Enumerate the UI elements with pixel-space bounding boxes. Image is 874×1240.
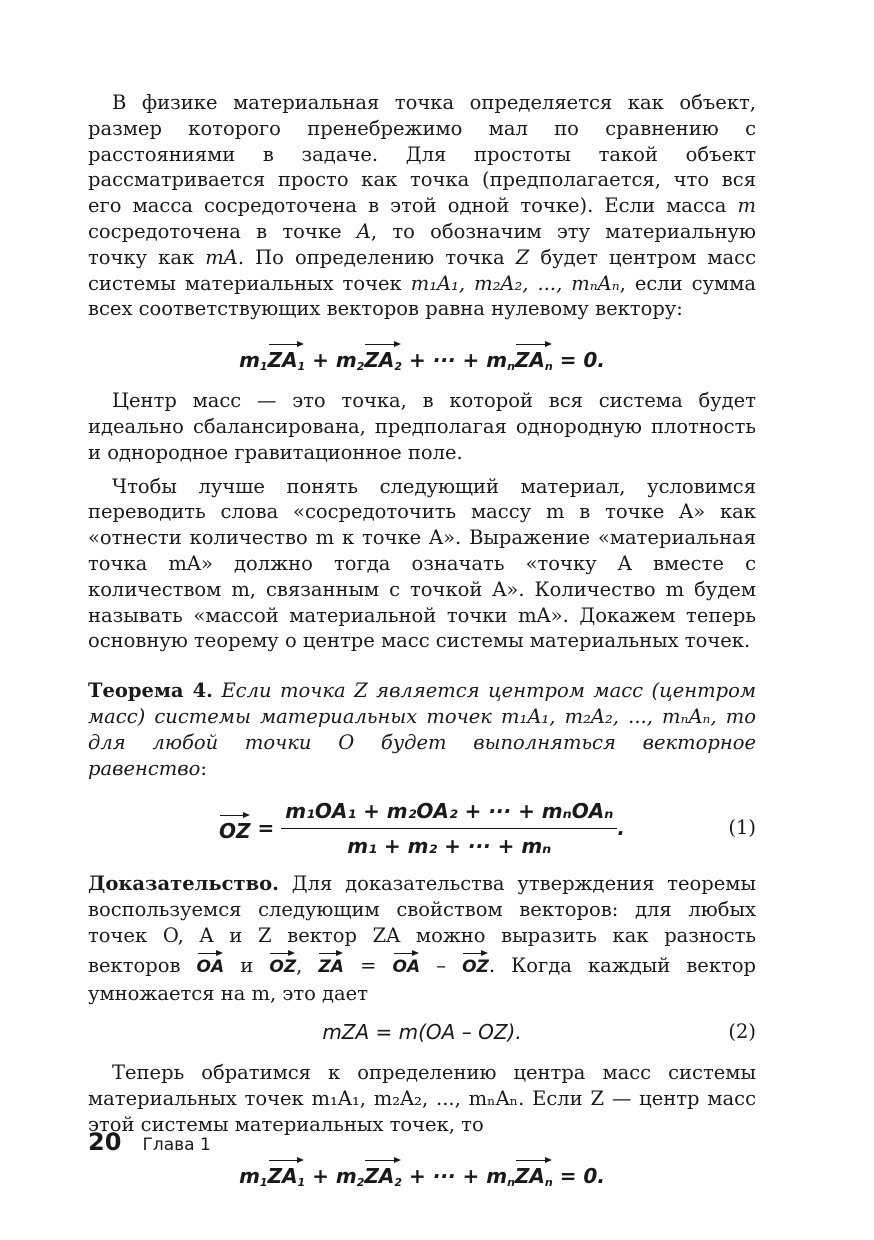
vector-za1: $ZA_1$	[268, 340, 306, 374]
proof-title: Доказательство.	[88, 872, 279, 896]
page-footer	[88, 1128, 211, 1156]
equation-center-of-mass-repeat: $m_1ZA_1 + m_2ZA_2$ + ··· + $m_nZA_n = 0$.	[88, 1156, 756, 1190]
fraction-numerator: m₁OA₁ + m₂OA₂ + ··· + mₙOAₙ	[281, 797, 617, 829]
equation-2: mZA = m(OA – OZ). (2)	[322, 1020, 756, 1045]
theorem-4: Теорема 4. Если точка Z является центром масс (центром масс) системы материальных точек m₁A₁, m₂A₂, ..., mₙAₙ, то для любой точки O будет выполняться векторное равенство:	[88, 679, 756, 780]
equation-center-of-mass: $m_1ZA_1 + m_2ZA_2$ + ··· + $m_nZA_n = 0$.	[88, 340, 756, 374]
vector-oz: OZ	[219, 811, 251, 845]
paragraph-terminology: Чтобы лучше понять следующий материал, условимся переводить слова «сосредоточить массу m в точке A» как «отнести количество m к точке A». Выражение «материальная точка mA» должно тогда означать «точку A вместе с количеством m, связанным с точкой A». Количество m будем называть «массой материальной точки mA». Докажем теперь основную теорему о центре масс системы материальных точек.	[88, 474, 756, 653]
theorem-title: Теорема 4.	[88, 679, 213, 703]
fraction	[281, 797, 617, 860]
paragraph-intro: В физике материальная точка определяется как объект, размер которого пренебрежимо мал по сравнению с расстояниями в задаче. Для простоты такой объект рассматривается просто как точка (предполагается, что вся его масса сосредоточена в этой одной точке). Если масса m сосредоточена в точке A, то обозначим эту материальную точку как mA. По определению точка Z будет центром масс системы материальных точек m₁A₁, m₂A₂, ..., mₙAₙ, если сумма всех соответствующих векторов равна нулевому вектору:	[88, 91, 757, 321]
fraction-denominator: m₁ + m₂ + ··· + mₙ	[347, 833, 552, 858]
page-body	[88, 90, 756, 1190]
equation-number-2: (2)	[728, 1020, 756, 1044]
page-number: 20	[88, 1128, 122, 1156]
equation-1: OZ = $\frac{\text{m₁OA₁ + m₂OA₂ + ··· + mₙOAₙ}}{\text{m₁ + m₂ + ··· + mₙ}}$ . (1)	[219, 798, 756, 858]
paragraph-balance: Центр масс — это точка, в которой вся система будет идеально сбалансирована, предполагая однородную плотность и однородное гравитационное поле.	[88, 389, 756, 464]
theorem-statement: Если точка Z является центром масс (центром масс) системы материальных точек m₁A₁, m₂A₂, ..., mₙAₙ, то для любой точки O будет выполняться векторное равенство	[88, 679, 756, 780]
chapter-label: Глава 1	[142, 1135, 211, 1155]
paragraph-definition: Теперь обратимся к определению центра масс системы материальных точек m₁A₁, m₂A₂, ..., mₙAₙ. Если Z — центр масс этой системы материальных точек, то	[88, 1061, 756, 1136]
vector-za2: $ZA_2$	[364, 340, 402, 374]
proof: Доказательство. Для доказательства утверждения теоремы воспользуемся следующим свойством векторов: для любых точек O, A и Z вектор ZA можно выразить как разность векторов OA и OZ, ZA = OA – OZ. Когда каждый вектор умножается на m, это дает	[88, 872, 757, 1005]
equation-number-1: (1)	[728, 816, 756, 840]
vector-zan: $ZA_n$	[515, 340, 553, 374]
